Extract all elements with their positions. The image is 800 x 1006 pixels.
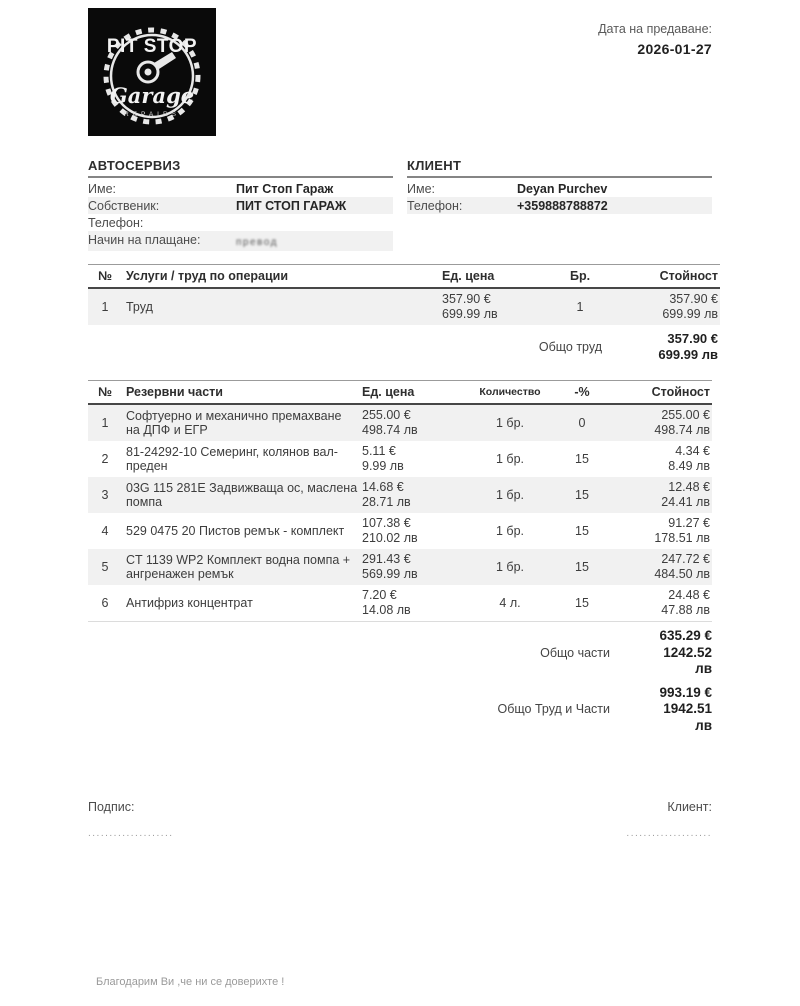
field-label: Телефон: <box>407 198 463 213</box>
signature-left <box>88 800 174 839</box>
row-unit-price <box>360 441 464 477</box>
unit-price-lines: 14.68 € 28.71 лв <box>362 480 411 509</box>
handover-date-block <box>598 8 712 57</box>
field-value: превод <box>236 236 278 248</box>
parts-col-total: Стойност <box>608 381 712 405</box>
info-row <box>88 231 393 251</box>
row-discount: 15 <box>575 524 589 538</box>
client-signature-label: Клиент: <box>667 800 712 814</box>
labor-row <box>88 288 720 325</box>
field-value: Пит Стоп Гараж <box>236 181 334 196</box>
labor-col-unit-price: Ед. цена <box>440 265 544 289</box>
handover-date-label: Дата на предаване: <box>598 22 712 36</box>
row-description: 81-24292-10 Семеринг, колянов вал-преден <box>126 445 338 473</box>
total-lines: 255.00 € 498.74 лв <box>654 408 710 437</box>
row-discount: 15 <box>556 585 608 622</box>
row-description: Антифриз концентрат <box>122 585 360 622</box>
row-number: 1 <box>88 288 122 325</box>
row-discount: 0 <box>556 404 608 441</box>
parts-col-discount: -% <box>556 381 608 405</box>
row-total <box>608 404 712 441</box>
pit-stop-garage-logo <box>88 8 216 136</box>
parts-row <box>88 441 712 477</box>
parts-total-line <box>88 628 712 678</box>
row-total <box>608 513 712 549</box>
signature-dotted-line: .................... <box>88 828 174 839</box>
row-description: Труд <box>122 288 440 325</box>
labor-table-body <box>88 288 720 325</box>
parts-total-label: Общо части <box>540 645 610 660</box>
row-number: 2 <box>101 452 109 466</box>
signature-section <box>88 800 712 839</box>
field-label: Име: <box>407 181 436 196</box>
client-info-rows <box>407 180 712 214</box>
unit-price-lines: 7.20 € 14.08 лв <box>362 588 411 617</box>
client-section-title: КЛИЕНТ <box>407 158 712 178</box>
row-total <box>608 477 712 513</box>
parts-row <box>88 513 712 549</box>
info-row <box>407 197 712 214</box>
service-info-rows <box>88 180 393 251</box>
parts-total-value: 635.29 € 1242.52 лв <box>659 628 712 676</box>
row-total <box>616 288 720 325</box>
row-unit-price <box>440 288 544 325</box>
parts-row <box>88 404 712 441</box>
field-label: Собственик: <box>88 198 160 213</box>
labor-total-value: 357.90 € 699.99 лв <box>658 331 718 362</box>
row-description: CT 1139 WP2 Комплект водна помпа + ангренажен ремък <box>122 549 360 585</box>
row-unit-price <box>360 477 464 513</box>
labor-col-total: Стойност <box>616 265 720 289</box>
service-info-column <box>88 158 393 251</box>
field-label: Име: <box>88 181 117 196</box>
unit-price-lines: 5.11 € 9.99 лв <box>362 444 404 473</box>
labor-col-number: № <box>88 265 122 289</box>
totals-section <box>88 628 712 734</box>
row-unit-price <box>360 404 464 441</box>
labor-total-label: Общо труд <box>538 340 602 354</box>
row-number: 4 <box>101 524 109 538</box>
unit-price-lines: 255.00 € 498.74 лв <box>362 408 418 437</box>
row-unit-price <box>360 585 464 622</box>
labor-col-quantity: Бр. <box>544 265 616 289</box>
row-quantity: 1 <box>544 288 616 325</box>
row-number: 6 <box>88 585 122 622</box>
service-section-title: АВТОСЕРВИЗ <box>88 158 393 178</box>
labor-table <box>88 264 720 367</box>
logo-text-pitstop: PIT STOP <box>106 36 198 57</box>
parts-col-description: Резервни части <box>122 381 360 405</box>
row-total <box>608 585 712 622</box>
row-discount: 15 <box>556 477 608 513</box>
row-quantity: 1 бр. <box>464 404 556 441</box>
unit-price-lines: 357.90 € 699.99 лв <box>442 292 498 321</box>
parties-section <box>88 158 712 251</box>
field-label: Телефон: <box>88 215 144 230</box>
row-description: Софтуерно и механично премахване на ДПФ и ЕГР <box>122 404 360 441</box>
row-total <box>608 441 712 477</box>
row-description: 529 0475 20 Пистов ремък - комплект <box>126 524 345 538</box>
row-quantity: 1 бр. <box>464 477 556 513</box>
labor-total-row <box>88 325 720 367</box>
parts-row <box>88 477 712 513</box>
handover-date-value: 2026-01-27 <box>637 41 712 57</box>
row-quantity: 4 л. <box>464 585 556 622</box>
parts-table-header <box>88 381 712 405</box>
row-total <box>608 549 712 585</box>
row-number: 5 <box>88 549 122 585</box>
labor-col-description: Услуги / труд по операции <box>122 265 440 289</box>
labor-table-footer <box>88 325 720 367</box>
field-label: Начин на плащане: <box>88 232 201 247</box>
signature-right <box>626 800 712 839</box>
grand-total-label: Общо Труд и Части <box>497 702 610 717</box>
total-lines: 357.90 € 699.99 лв <box>662 292 718 321</box>
parts-row <box>88 585 712 622</box>
grand-total-value: 993.19 € 1942.51 лв <box>659 684 712 733</box>
row-discount: 15 <box>575 452 589 466</box>
row-discount: 15 <box>556 549 608 585</box>
logo-text-repairs: REPAIRS <box>123 111 181 118</box>
logo-text-garage: Garage <box>109 83 195 108</box>
row-quantity: 1 бр. <box>464 549 556 585</box>
grand-total-line <box>88 685 712 735</box>
field-value: ПИТ СТОП ГАРАЖ <box>236 198 347 213</box>
row-number: 1 <box>88 404 122 441</box>
parts-row <box>88 549 712 585</box>
total-lines: 247.72 € 484.50 лв <box>654 552 710 581</box>
row-quantity: 1 бр. <box>495 452 524 466</box>
field-value: +359888788872 <box>517 198 608 213</box>
client-signature-dotted-line: .................... <box>626 828 712 839</box>
parts-col-unit-price: Ед. цена <box>360 381 464 405</box>
parts-col-number: № <box>88 381 122 405</box>
row-description: 03G 115 281E Задвижваща ос, маслена помпа <box>122 477 360 513</box>
header-row <box>88 0 712 136</box>
total-lines: 24.48 € 47.88 лв <box>661 588 710 617</box>
row-unit-price <box>360 513 464 549</box>
info-row <box>88 214 393 231</box>
info-row <box>88 180 393 197</box>
labor-table-header <box>88 265 720 289</box>
row-quantity: 1 бр. <box>495 524 524 538</box>
parts-table <box>88 380 712 622</box>
parts-col-quantity: Количество <box>464 381 556 405</box>
client-info-column <box>407 158 712 251</box>
signature-label: Подпис: <box>88 800 135 814</box>
total-lines: 4.34 € 8.49 лв <box>668 444 710 473</box>
unit-price-lines: 291.43 € 569.99 лв <box>362 552 418 581</box>
row-unit-price <box>360 549 464 585</box>
thank-you-note: Благодарим Ви ,че ни се доверихте ! <box>96 976 285 988</box>
parts-table-body <box>88 404 712 622</box>
unit-price-lines: 107.38 € 210.02 лв <box>362 516 418 545</box>
field-value: Deyan Purchev <box>517 181 608 196</box>
total-lines: 91.27 € 178.51 лв <box>654 516 710 545</box>
total-lines: 12.48 € 24.41 лв <box>661 480 710 509</box>
info-row <box>88 197 393 214</box>
info-row <box>407 180 712 197</box>
row-number: 3 <box>88 477 122 513</box>
